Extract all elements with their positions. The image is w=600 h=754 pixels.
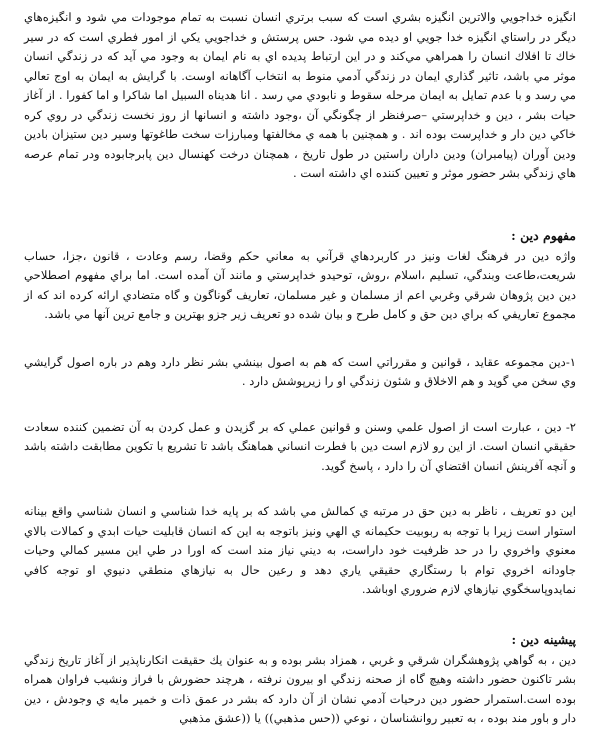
definition-2-paragraph: ۲- دين ، عبارت است از اصول علمي وسنن و قوانين عملي كه بر گزيدن و عمل كردن به آن تضمين كننده سعادت حقيقي انسان است. از اين رو لازم است دين با فطرت انساني هماهنگ باشد تا تشريع با تكوين مطابقت داشته باشد و آنچه آفرينش انسان اقتضاي آن را دارد ، پاسخ گويد. <box>24 419 576 473</box>
pishineh-paragraph: دين ، به گواهي پژوهشگران شرقي و غربي ، همزاد بشر بوده و به عنوان يك حقيقت انكارناپذير از آغاز تاريخ زندگي بشر تاكنون حضور داشته وهيچ گاه از صحنه زندگي او بيرون نرفته ، هرچند حضورش با فراز ونشيب فراوان همراه بوده است.استمرار حضور دين درحيات آدمي نشان از آن دارد كه بشر در عمق ذات و خمير مايه ي وجودش ، دين دار و باور مند بوده ، به تعبير روانشناسان ، نوعي ((حس مذهبي)) يا ((عشق مذهبي <box>24 652 576 725</box>
mafhum-paragraph: واژه دين در فرهنگ لغات ونيز در كاربردهاي قرآني به معاني حكم وقضا، رسم وعادت ، قانون ،جزا، حساب شريعت،طاعت وبندگي، تسليم ،اسلام ،روش، توحيدو خداپرستي و مانند آن آمده است. اما براي مفهوم اصطلاحي دين دين پژوهان شرقي وغربي اعم از مسلمان و غير مسلمان، تعاريف گوناگون و گاه متضادي ارائه كرده اند كه از مجموع تعاريفي كه براي دين حق و كامل طرح و بيان شده دو تعريف زير جزو بهترين و جامع ترين آنها مي باشد. <box>24 248 576 321</box>
section-heading-pishineh: پيشينه دين : <box>511 631 576 647</box>
intro-paragraph: انگيزه خداجويي والاترين انگيزه بشري است كه سبب برتري انسان نسبت به تمام موجودات مي شود و انگيزه‌هاي ديگر در راستاي انگيزه خدا جويي او ديده مي شود. حس پرستش و خداجويي يكي از امور فطري است كه در سير خاك تا افلاك انسان را همراهي مي‌كند و در اين ارتباط پديده اي به نام ايمان به وجود مي آيد كه در زندگي انسان موثر مي باشد، تاثير گذاري ايمان در زندگي آدمي منوط به انتخاب آگاهانه اوست. با گرايش به ايمان به اوج تعالي مي رسد و با عدم تمايل به ايمان مرحله سقوط و نابودي مي رسد . انا هديناه السبيل اما شاكرا و اما كفورا . از آغاز حيات بشر ، دين و خداپرستي –صرفنظر از چگونگي آن ،وجود داشته و انسانها از روز نخست زندگي در روي كره خاكي دين دار و خداپرست بوده اند . و همچنين با همه ي مخالفتها ومبارزات سخت طاغوتها وسير دين ستيزان بادين ودين آوران (پيامبران) ودين داران راستين در طول تاريخ ، همچنان درخت كهنسال دين پابرجابوده ودر تمام عرصه هاي زندگي بشر حضور موثر و تعيين كننده اي داشته است . <box>24 10 576 180</box>
document-page <box>24 8 576 754</box>
definitions-conclusion-paragraph: اين دو تعريف ، ناظر به دين حق در مرتبه ي كمالش مي باشد كه بر پايه خدا شناسي و انسان شناسي واقع بينانه استوار است زيرا با توجه به ربوبيت حكيمانه ي الهي ونيز باتوجه به اين كه انسان قابليت حيات ابدي و كمالات بالاي معنوي واخروي را در حد ظرفيت خود داراست، به ديني نياز مند است كه اورا در طي اين مسير كمالي وحيات جاودانه اخروي توام با رستگاري حقيقي ياري دهد و رعين حال به نيازهاي منطقي دنيوي او توجه كافي نمايدوپاسخگوي نيازهاي لازم ضروري اوباشد. <box>24 504 576 596</box>
definition-1-paragraph: ۱-دين مجموعه عقايد ، قوانين و مقرراتي است كه هم به اصول بينشي بشر نظر دارد وهم در باره اصول گرايشي وي سخن مي گويد و هم الاخلاق و شئون زندگي او را زيرپوشش دارد . <box>24 354 576 388</box>
section-heading-mafhum: مفهوم دين : <box>511 227 576 243</box>
